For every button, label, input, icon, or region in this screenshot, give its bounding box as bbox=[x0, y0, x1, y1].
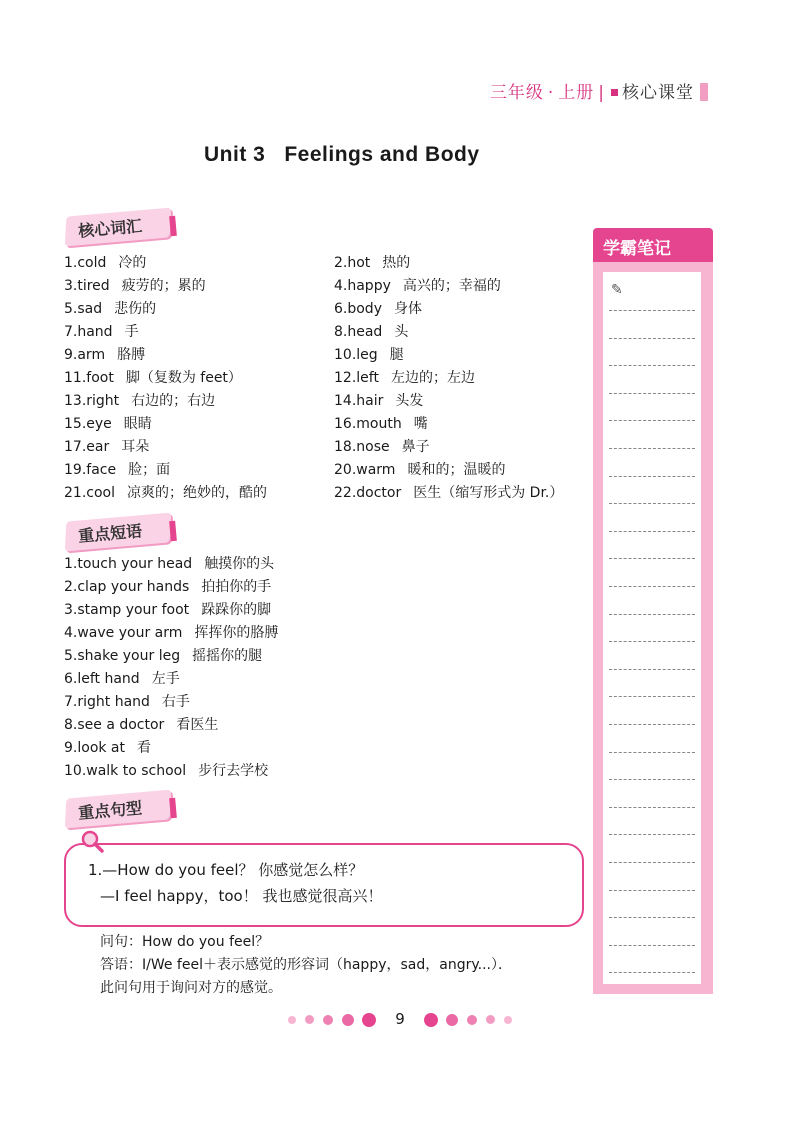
note-line bbox=[609, 476, 695, 477]
phrase-item: 5.shake your leg 摇摇你的腿 bbox=[64, 648, 263, 664]
notes-body bbox=[593, 262, 713, 994]
dot-icon bbox=[362, 1013, 376, 1027]
vocab-item: 16.mouth 嘴 bbox=[334, 416, 428, 432]
vocab-item: 8.head 头 bbox=[334, 324, 409, 340]
section-label-sentences bbox=[66, 794, 170, 824]
vocab-item: 18.nose 鼻子 bbox=[334, 439, 430, 455]
vocab-item: 13.right 右边的；右边 bbox=[64, 393, 216, 409]
note-line bbox=[609, 807, 695, 808]
header-tag bbox=[490, 78, 708, 103]
note-line bbox=[609, 448, 695, 449]
note-line bbox=[609, 586, 695, 587]
header-course: 核心课堂 bbox=[622, 83, 694, 103]
notes-header bbox=[593, 228, 713, 262]
dot-icon bbox=[424, 1013, 438, 1027]
header-term: 上册 bbox=[558, 83, 595, 103]
note-line bbox=[609, 365, 695, 366]
sentence-line-1: 1.—How do you feel？ 你感觉怎么样？ bbox=[88, 861, 364, 879]
note-line bbox=[609, 338, 695, 339]
vocab-item: 4.happy 高兴的；幸福的 bbox=[334, 278, 501, 294]
phrase-list bbox=[64, 553, 278, 783]
magnifier-icon bbox=[80, 829, 106, 855]
section-label-phrases bbox=[66, 517, 170, 547]
vocab-list-left bbox=[64, 252, 267, 505]
note-line bbox=[609, 669, 695, 670]
phrase-item: 9.look at 看 bbox=[64, 740, 152, 756]
vocab-item: 6.body 身体 bbox=[334, 301, 422, 317]
explain-question: 问句：How do you feel？ bbox=[100, 934, 270, 950]
phrase-item: 6.left hand 左手 bbox=[64, 671, 180, 687]
notes-panel bbox=[593, 228, 713, 994]
note-line bbox=[609, 641, 695, 642]
vocab-item: 12.left 左边的；左边 bbox=[334, 370, 475, 386]
page-footer bbox=[0, 1010, 800, 1028]
note-line bbox=[609, 531, 695, 532]
vocab-item: 14.hair 头发 bbox=[334, 393, 424, 409]
note-line bbox=[609, 558, 695, 559]
section-label-vocab bbox=[66, 212, 170, 242]
phrase-item: 1.touch your head 触摸你的头 bbox=[64, 556, 275, 572]
dot-icon bbox=[305, 1015, 314, 1024]
vocab-item: 20.warm 暖和的；温暖的 bbox=[334, 462, 506, 478]
dot-icon bbox=[486, 1015, 495, 1024]
vocab-item: 19.face 脸；面 bbox=[64, 462, 171, 478]
phrase-item: 7.right hand 右手 bbox=[64, 694, 190, 710]
section-title: 核心词汇 bbox=[77, 216, 143, 241]
header-dot: · bbox=[547, 83, 555, 103]
vocab-item: 15.eye 眼睛 bbox=[64, 416, 152, 432]
square-icon bbox=[611, 89, 618, 96]
explain-note: 此问句用于询问对方的感觉。 bbox=[100, 980, 282, 996]
phrase-item: 8.see a doctor 看医生 bbox=[64, 717, 219, 733]
vocab-item: 11.foot 脚（复数为 feet） bbox=[64, 370, 242, 386]
note-line bbox=[609, 834, 695, 835]
phrase-item: 3.stamp your foot 跺跺你的脚 bbox=[64, 602, 272, 618]
vocab-item: 17.ear 耳朵 bbox=[64, 439, 150, 455]
vocab-item: 2.hot 热的 bbox=[334, 255, 411, 271]
note-line bbox=[609, 614, 695, 615]
notes-title: 学霸笔记 bbox=[603, 239, 671, 259]
section-title: 重点句型 bbox=[77, 798, 143, 823]
vocab-item: 22.doctor 医生（缩写形式为 Dr.） bbox=[334, 485, 564, 501]
note-line bbox=[609, 862, 695, 863]
sentence-line-2: —I feel happy，too！ 我也感觉很高兴！ bbox=[100, 887, 383, 905]
vocab-item: 7.hand 手 bbox=[64, 324, 139, 340]
vocab-item: 10.leg 腿 bbox=[334, 347, 404, 363]
phrase-item: 4.wave your arm 挥挥你的胳膊 bbox=[64, 625, 279, 641]
page-title: Unit 3 Feelings and Body bbox=[204, 143, 480, 166]
dot-icon bbox=[342, 1014, 354, 1026]
explain-answer: 答语：I/We feel＋表示感觉的形容词（happy，sad，angry...）． bbox=[100, 957, 512, 973]
notes-lines bbox=[603, 272, 701, 984]
note-line bbox=[609, 503, 695, 504]
note-line bbox=[609, 724, 695, 725]
vocab-item: 5.sad 悲伤的 bbox=[64, 301, 157, 317]
note-line bbox=[609, 393, 695, 394]
note-line bbox=[609, 696, 695, 697]
phrase-item: 2.clap your hands 拍拍你的手 bbox=[64, 579, 272, 595]
dot-icon bbox=[467, 1015, 477, 1025]
section-title: 重点短语 bbox=[77, 521, 143, 546]
dot-icon bbox=[323, 1015, 333, 1025]
note-line bbox=[609, 972, 695, 973]
note-line bbox=[609, 945, 695, 946]
dot-icon bbox=[288, 1016, 296, 1024]
sentence-box bbox=[64, 843, 584, 927]
vocab-item: 9.arm 胳膊 bbox=[64, 347, 146, 363]
header-grade: 三年级 bbox=[489, 83, 544, 103]
note-line bbox=[609, 917, 695, 918]
pencil-icon: ✎ bbox=[611, 282, 623, 298]
vocab-item: 3.tired 疲劳的；累的 bbox=[64, 278, 206, 294]
vocab-item: 21.cool 凉爽的；绝妙的，酷的 bbox=[64, 485, 267, 501]
note-line bbox=[609, 310, 695, 311]
note-line bbox=[609, 779, 695, 780]
phrase-item: 10.walk to school 步行去学校 bbox=[64, 763, 269, 779]
dot-icon bbox=[446, 1014, 458, 1026]
page-number: 9 bbox=[395, 1010, 405, 1028]
dot-icon bbox=[504, 1016, 512, 1024]
note-line bbox=[609, 890, 695, 891]
note-line bbox=[609, 752, 695, 753]
header-bar-icon bbox=[700, 83, 708, 101]
vocab-item: 1.cold 冷的 bbox=[64, 255, 147, 271]
vocab-list-right bbox=[334, 252, 563, 505]
header-divider: | bbox=[598, 83, 605, 103]
note-line bbox=[609, 420, 695, 421]
